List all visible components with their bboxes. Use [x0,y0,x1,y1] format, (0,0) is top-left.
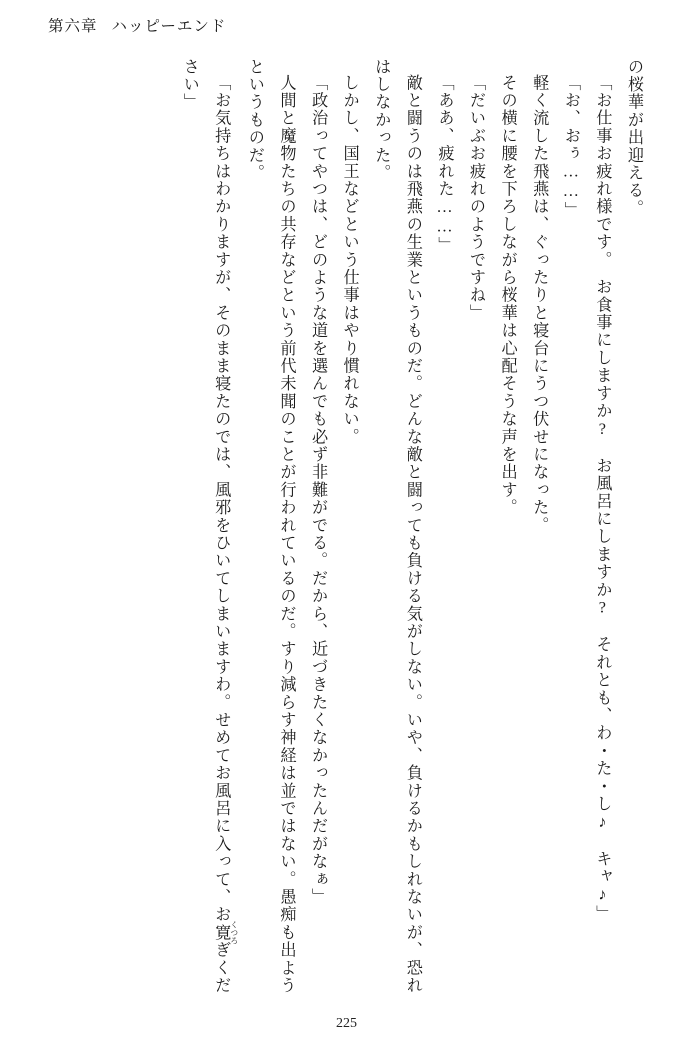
paragraph-with-ruby [173,58,238,998]
paragraph-text: 「お気持ちはわかりますが、そのまま寝たのでは、風邪をひいてしまいますわ。せめてお風呂に入って、お寛 くつろぎください」 [180,58,239,995]
paragraph: 敵と闘うのは飛燕の生業というものだ。どんな敵と闘っても負ける気がしない。いや、負けるかもしれないが、恐れはしなかった。 [372,58,422,995]
paragraph: しかし、国王などという仕事はやり慣れない。 [340,74,359,446]
paragraph: 軽く流した飛燕は、ぐったりと寝台にうつ伏せになった。 [530,74,549,535]
paragraph: の桜華が出迎える。 [625,58,643,218]
running-head [48,14,226,36]
paragraph: 「政治ってやつは、どのような道を選んでも必ず非難がでる。だから、近づきたくなかったんだがなぁ」 [309,74,328,907]
paragraph: 「お仕事お疲れ様です。 お食事にしますか? お風呂にしますか? それとも、わ・た・し♪ キャ♪」 [593,74,612,923]
ruby-reading: くつろ [229,920,239,945]
paragraph: その横に腰を下ろしながら桜華は心配そうな声を出す。 [498,74,517,517]
ruby-annotation: 寛 くつろ [212,920,239,945]
paragraph: 「だいぶお疲れのようですね」 [467,74,486,322]
page-body-text [44,58,649,998]
page-number: 225 [336,1016,357,1031]
chapter-title: ハッピーエンド [111,18,227,35]
paragraph: 人間と魔物たちの共存などという前代未聞のことが行われているのだ。すり減らす神経は並ではない。愚痴も出ようというものだ。 [245,58,296,995]
chapter-number: 第六章 [48,18,98,35]
paragraph: 「ああ、疲れた……」 [435,74,454,255]
paragraph: 「お、おぅ……」 [561,74,580,220]
